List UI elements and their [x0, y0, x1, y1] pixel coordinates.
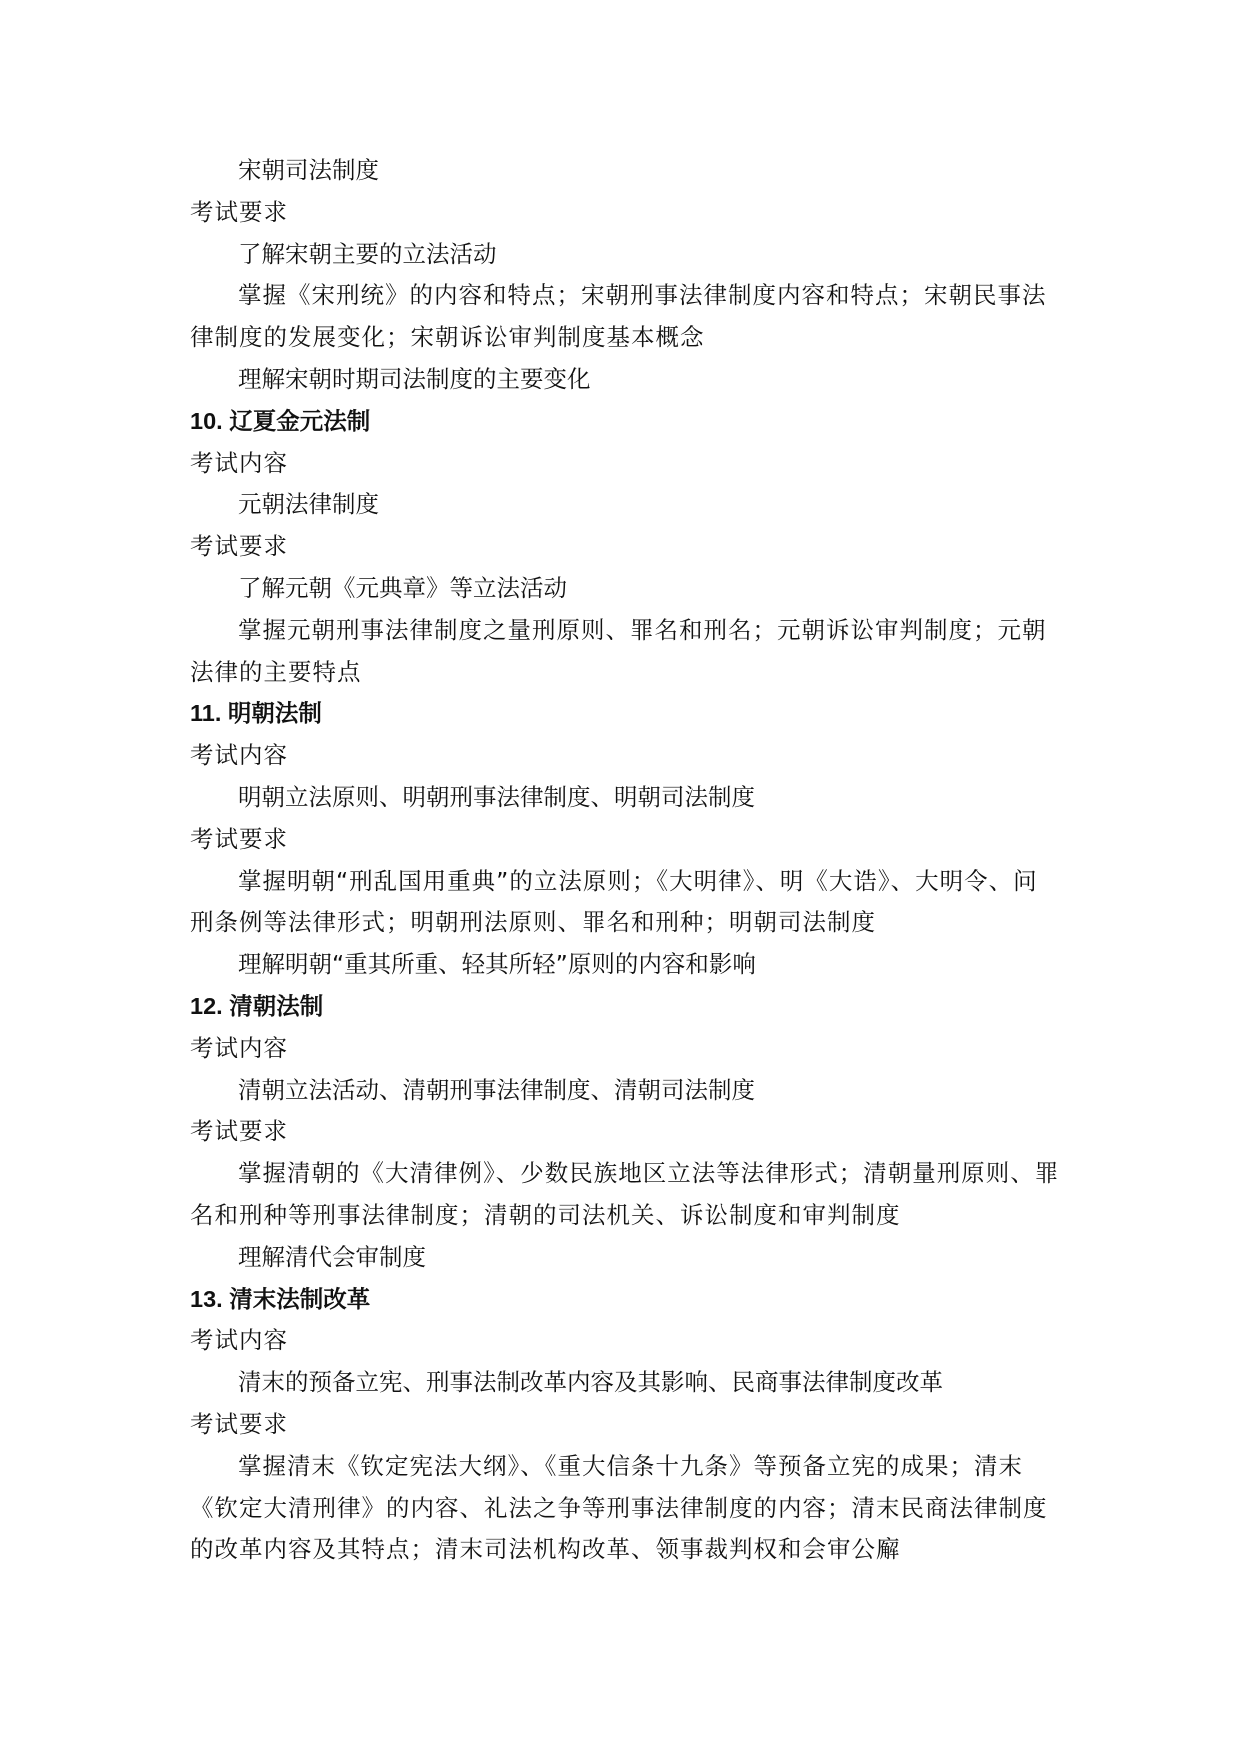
section-label: 考试要求	[190, 1409, 288, 1438]
line-item: 清末的预备立宪、刑事法制改革内容及其影响、民商事法律制度改革	[238, 1368, 943, 1397]
section-heading: 11. 明朝法制	[190, 700, 322, 727]
line-item: 理解宋朝时期司法制度的主要变化	[238, 364, 591, 393]
line-item: 了解宋朝主要的立法活动	[238, 239, 497, 268]
section-label: 考试要求	[190, 197, 288, 226]
line-item: 掌握清朝的《大清律例》、少数民族地区立法等法律形式；清朝量刑原则、罪名和刑种等刑事法律制度；清朝的司法机关、诉讼制度和审判制度	[190, 1159, 1060, 1229]
line-item: 宋朝司法制度	[238, 156, 379, 184]
line-item: 掌握《宋刑统》的内容和特点；宋朝刑事法律制度内容和特点；宋朝民事法律制度的发展变化；宋朝诉讼审判制度基本概念	[190, 281, 1047, 352]
section-heading: 12. 清朝法制	[190, 992, 324, 1019]
section-label: 考试内容	[190, 1033, 288, 1062]
section-label: 考试要求	[190, 532, 288, 561]
line-item: 明朝立法原则、明朝刑事法律制度、明朝司法制度	[238, 782, 755, 811]
line-item: 理解明朝“重其所重、轻其所轻”原则的内容和影响	[238, 950, 756, 979]
document-page	[190, 150, 1060, 1571]
section-label: 考试内容	[190, 448, 288, 477]
line-item: 掌握明朝“刑乱国用重典”的立法原则；《大明律》、明《大诰》、大明令、问刑条例等法律形式；明朝刑法原则、罪名和刑种；明朝司法制度	[190, 866, 1038, 937]
section-label: 考试要求	[190, 1117, 288, 1146]
line-item: 元朝法律制度	[238, 490, 379, 519]
section-heading: 13. 清末法制改革	[190, 1285, 371, 1312]
section-label: 考试内容	[190, 741, 288, 770]
section-label: 考试内容	[190, 1326, 288, 1355]
line-item: 掌握元朝刑事法律制度之量刑原则、罪名和刑名；元朝诉讼审判制度；元朝法律的主要特点	[190, 615, 1047, 686]
line-item: 清朝立法活动、清朝刑事法律制度、清朝司法制度	[238, 1075, 755, 1104]
section-heading: 10. 辽夏金元法制	[190, 407, 371, 434]
section-label: 考试要求	[190, 824, 288, 853]
line-item: 了解元朝《元典章》等立法活动	[238, 573, 567, 602]
line-item: 理解清代会审制度	[238, 1242, 426, 1271]
line-item: 掌握清末《钦定宪法大纲》、《重大信条十九条》等预备立宪的成果；清末《钦定大清刑律》的内容、礼法之争等刑事法律制度的内容；清末民商法律制度的改革内容及其特点；清末司法机构改革、领事裁判权和会审公廨	[190, 1451, 1048, 1564]
